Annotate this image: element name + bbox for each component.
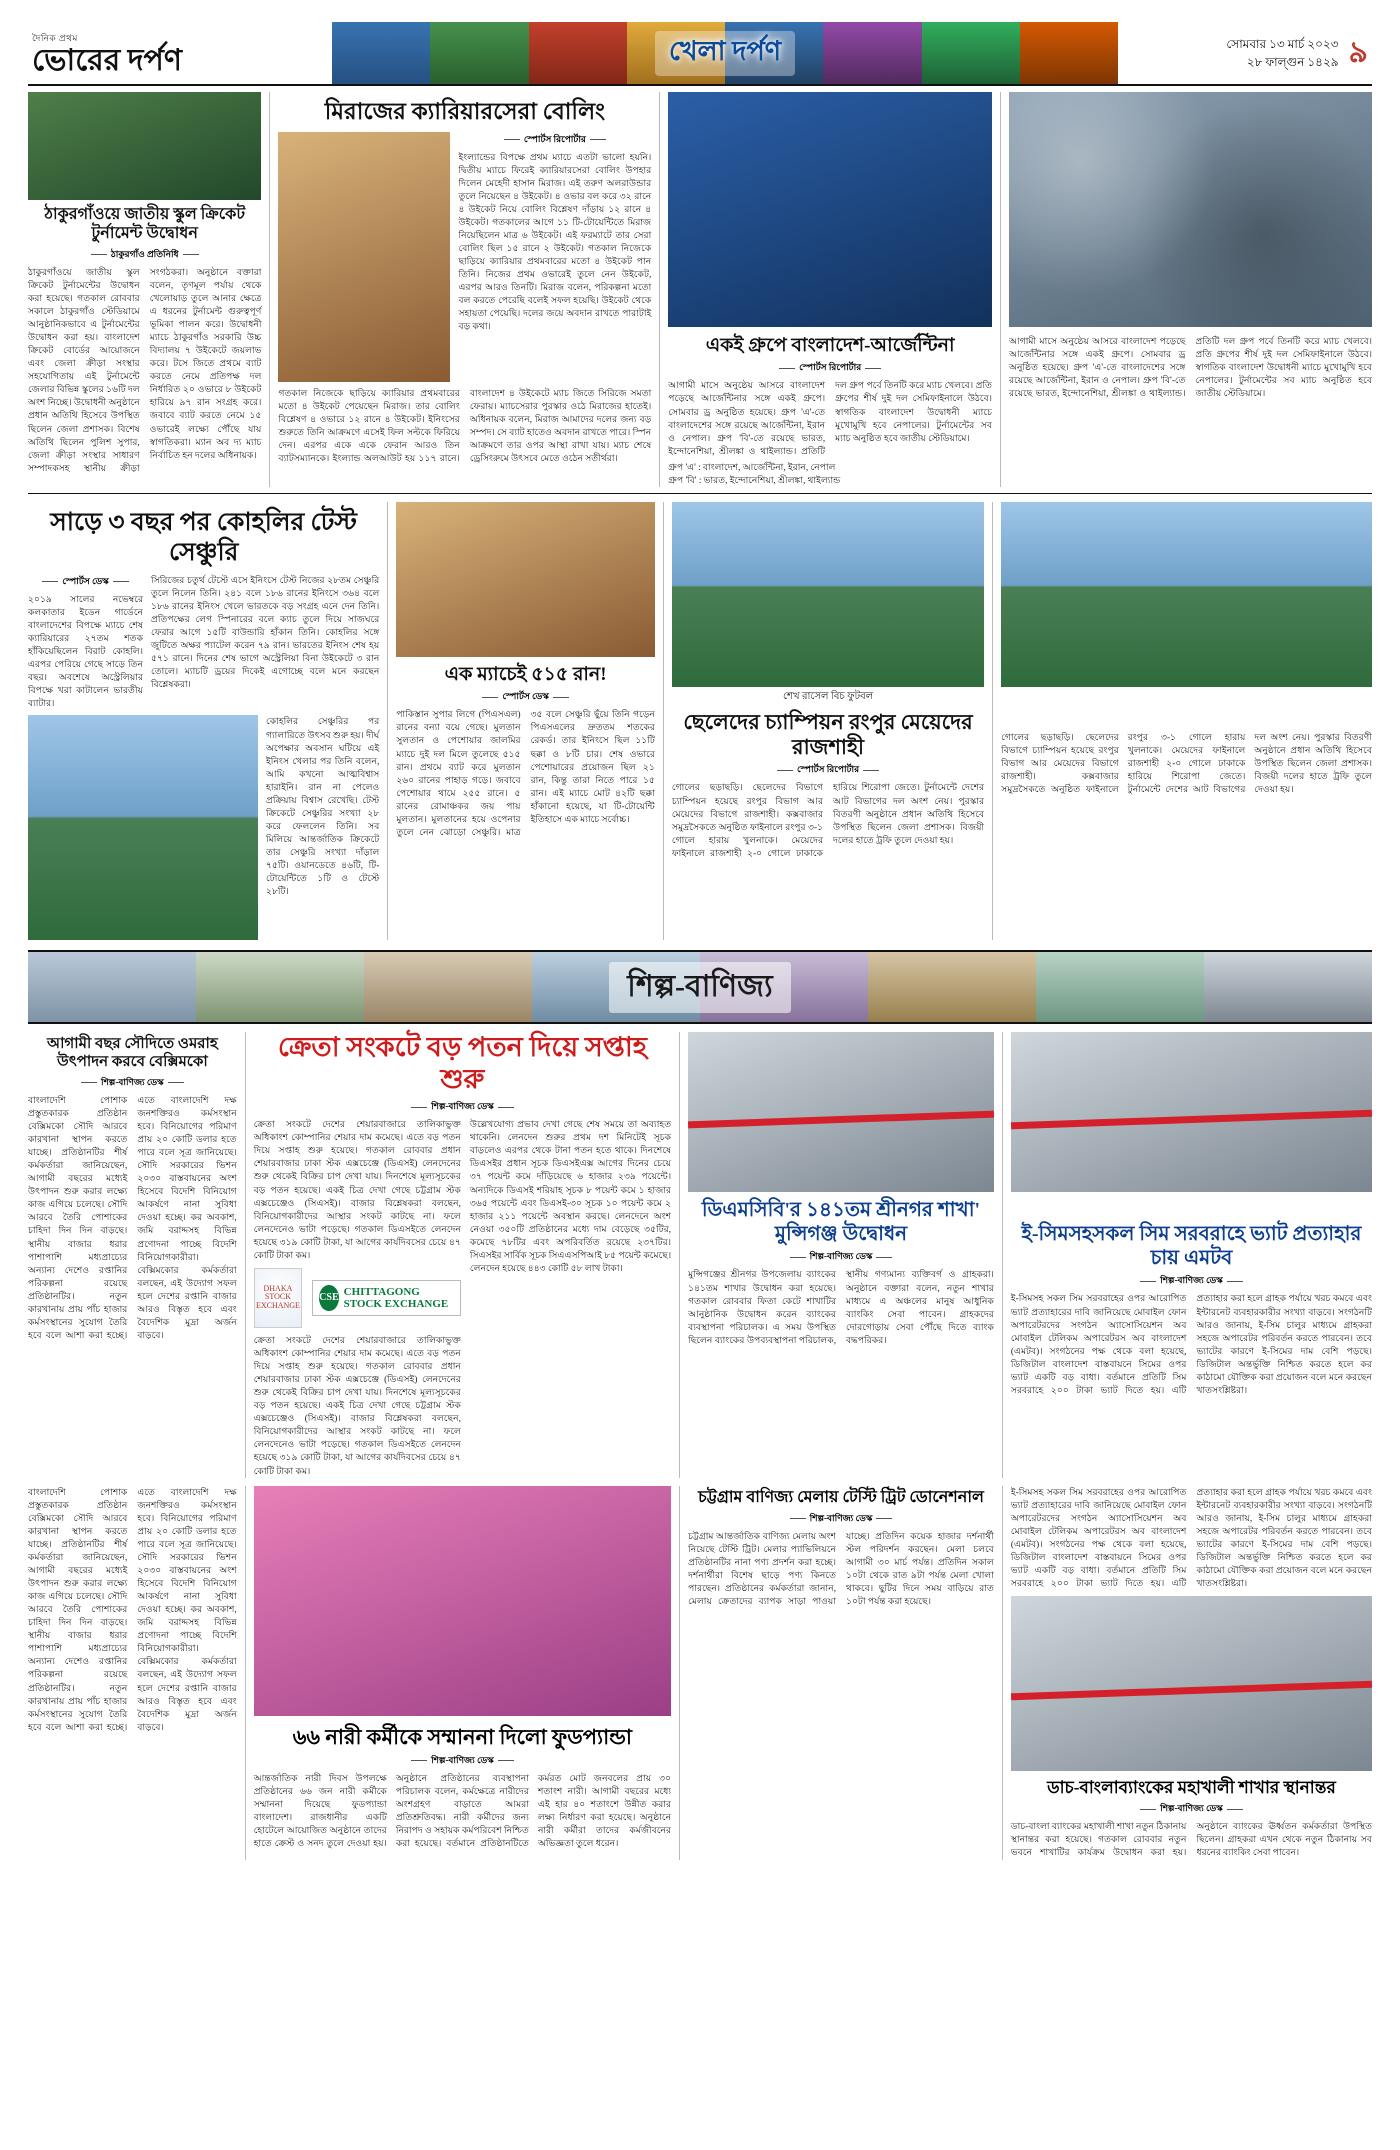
masthead-date-block [1118, 22, 1372, 84]
thakurgaon-photo [28, 92, 261, 200]
kohli-body-right: কোহলির সেঞ্চুরির পর গ্যালারিতে উৎসব শুরু হয়। দীর্ঘ অপেক্ষার অবসান ঘটিয়ে এই ইনিংস খেলার পর তিনি বলেন, আমি কখনো আত্মবিশ্বাস হারাইনি। রান না পেলেও প্রক্রিয়ায় বিশ্বাস রেখেছি। টেস্ট ক্রিকেটে সেঞ্চুরির সংখ্যা ২৮ করে ফেললেন তিনি। সব মিলিয়ে আন্তর্জাতিক ক্রিকেটে তার সেঞ্চুরি সংখ্যা দাঁড়াল ৭৫টি। ওয়ানডেতে ৪৬টি, টি-টোয়েন্টিতে ১টি ও টেস্টে ২৮টি। [266, 716, 380, 897]
ctg-fair-body: চট্টগ্রাম আন্তর্জাতিক বাণিজ্য মেলায় অংশ নিয়েছে টেস্টি ট্রিট। মেলার প্যাভিলিয়নে প্রতিষ্ঠানটির নানা পণ্য প্রদর্শন করা হচ্ছে। দর্শনার্থীরা বিশেষ ছাড়ে পণ্য কিনতে পারছেন। প্রতিষ্ঠানের কর্মকর্তারা জানান, মেলায় ক্রেতাদের ব্যাপক সাড়া পাওয়া যাচ্ছে। প্রতিদিন কয়েক হাজার দর্শনার্থী স্টল পরিদর্শন করছেন। মেলা চলবে আগামী ৩০ মার্চ পর্যন্ত। প্রতিদিন সকাল ১০টা থেকে রাত ৯টা পর্যন্ত মেলা খোলা থাকবে। ছুটির দিনে সময় বাড়িয়ে রাত ১০টা পর্যন্ত করা হয়েছে। [688, 1530, 994, 1606]
miraz-body-right: ইংল্যান্ডের বিপক্ষে প্রথম ম্যাচে এতটা ভালো হয়নি। দ্বিতীয় ম্যাচে ফিরেই ক্যারিয়ারসেরা বোলিং উপহার দিলেন মেহেদী হাসান মিরাজ। এই তরুণ অলরাউন্ডার তুলে নিয়েছেন ৪ উইকেট। ৪ ওভার বল করে ৩২ রানে ৪ উইকেট নিয়ে বোলিং বিশ্লেষণ দাঁড়ায় ১২ রানে ৪ উইকেট। গতকালের আগে ১১ টি-টোয়েন্টিতে মিরাজ নিয়েছিলেন মাত্র ৬ উইকেট। এই ফরম্যাটে তার সেরা বোলিং ছিল ১৫ রানে ২ উইকেট। গতকাল নিজেকে ছাড়িয়ে ক্যারিয়ার প্রথমবারের মতো ৪ উইকেট পান তিনি। নিজের প্রথম ওভারেই তুলে নেন উইকেট, এরপর আরও তিনটি। মিরাজ বলেন, পরিকল্পনা মতো বল করতে পেরেছি বলেই সফল হয়েছি। উইকেট থেকে সহায়তা পেয়েছি। দলের জয়ে অবদান রাখতে পারাটাই বড় কথা। [458, 151, 652, 332]
kohli-byline: স্পোর্টস ডেস্ক [28, 574, 143, 589]
dbbl-mohakhali-photo [1011, 1596, 1372, 1771]
kohli-photo [28, 715, 258, 940]
beach-football-extra-column [992, 502, 1372, 941]
bangabandhu-cup-photo [668, 92, 992, 327]
dbbl-mohakhali-headline: ডাচ-বাংলাব্যাংকের মহাখালী শাখার স্থানান্তর [1047, 1778, 1336, 1798]
saudi-byline: শিল্প-বাণিজ্য ডেস্ক [28, 1075, 237, 1090]
beach-football-byline: স্পোর্টস রিপোর্টার [672, 762, 984, 777]
market-body-1b: ক্রেতা সংকটে দেশের শেয়ারবাজারে তালিকাভুক্ত অধিকাংশ কোম্পানির শেয়ার দাম কমেছে। এতে বড় পতন দিয়ে সপ্তাহ শুরু হয়েছে। গতকাল রোববার প্রধান শেয়ারবাজার ঢাকা স্টক এক্সচেঞ্জে (ডিএসই) লেনদেনের শুরু থেকেই বিক্রির চাপ দেখা যায়। দিনশেষে মূল্যসূচকের বড় পতন হয়েছে। একই চিত্র দেখা গেছে চট্টগ্রাম স্টক এক্সচেঞ্জেও (সিএসই)। বাজার বিশ্লেষকরা বলছেন, বিনিয়োগকারীদের আস্থার সংকট কাটছে না। ফলে লেনদেনেও ভাটা পড়েছে। গতকাল ডিএসইতে লেনদেন হয়েছে ৩১৯ কোটি টাকা, যা আগের কার্যদিবসের চেয়ে ৪৭ কোটি টাকা কম। [253, 1334, 461, 1476]
foodpanda-headline: ৬৬ নারী কর্মীকে সম্মাননা দিলো ফুডপ্যান্ডা [292, 1724, 633, 1749]
cse-logo [312, 1280, 461, 1316]
miraz-byline: স্পোর্টস রিপোর্টার [458, 132, 651, 147]
thakurgaon-body: ঠাকুরগাঁওয়ে জাতীয় স্কুল ক্রিকেট টুর্নামেন্টের উদ্বোধন করা হয়েছে। গতকাল রোববার সকালে ঠাকুরগাঁও স্টেডিয়ামে আনুষ্ঠানিকভাবে এ টুর্নামেন্টের উদ্বোধন করা হয়। বাংলাদেশ ক্রিকেট বোর্ডের আয়োজনে এবং জেলা ক্রীড়া সংস্থার সহযোগিতায় এই টুর্নামেন্টে জেলার বিভিন্ন স্কুলের ১৬টি দল অংশ নিচ্ছে। উদ্বোধনী অনুষ্ঠানে প্রধান অতিথি হিসেবে উপস্থিত ছিলেন জেলা প্রশাসক। বিশেষ অতিথি ছিলেন পুলিশ সুপার, জেলা ক্রীড়া সংস্থার সাধারণ সম্পাদকসহ স্থানীয় ক্রীড়া সংগঠকরা। অনুষ্ঠানে বক্তারা বলেন, তৃণমূল পর্যায় থেকে খেলোয়াড় তুলে আনার ক্ষেত্রে এ ধরনের টুর্নামেন্ট গুরুত্বপূর্ণ ভূমিকা পালন করে। উদ্বোধনী ম্যাচে ঠাকুরগাঁও সরকারি উচ্চ বিদ্যালয় ৭ উইকেটে জয়লাভ করে। টসে জিতে প্রথমে ব্যাট করতে নেমে প্রতিপক্ষ দল নির্ধারিত ২০ ওভারে ৮ উইকেট হারিয়ে ৯৭ রান সংগ্রহ করে। জবাবে ব্যাট করতে নেমে ১৫ ওভারেই লক্ষ্যে পৌঁছে যায় স্বাগতিকরা। ম্যান অব দ্য ম্যাচ নির্বাচিত হন দলের অধিনায়ক। [28, 266, 262, 473]
top-photo-caption-text: আগামী মাসে অনুষ্ঠেয় আসরে বাংলাদেশ পড়েছে আর্জেন্টিনার সঙ্গে একই গ্রুপে। সোমবার ড্র অনুষ্ঠিত হয়েছে। গ্রুপ 'এ'-তে বাংলাদেশের সঙ্গে রয়েছে আর্জেন্টিনা, ইরান ও নেপাল। গ্রুপ 'বি'-তে রয়েছে ভারত, ইন্দোনেশিয়া, শ্রীলঙ্কা ও থাইল্যান্ড। প্রতিটি দল গ্রুপ পর্বে তিনটি করে ম্যাচ খেলবে। প্রতি গ্রুপের শীর্ষ দুই দল সেমিফাইনালে উঠবে। স্বাগতিক বাংলাদেশ উদ্বোধনী ম্যাচে মুখোমুখি হবে নেপালের। টুর্নামেন্টের সব ম্যাচ অনুষ্ঠিত হবে জাতীয় স্টেডিয়ামে। [1009, 336, 1372, 399]
market-body-1: ক্রেতা সংকটে দেশের শেয়ারবাজারে তালিকাভুক্ত অধিকাংশ কোম্পানির শেয়ার দাম কমেছে। এতে বড় পতন দিয়ে সপ্তাহ শুরু হয়েছে। গতকাল রোববার প্রধান শেয়ারবাজার ঢাকা স্টক এক্সচেঞ্জে (ডিএসই) লেনদেনের শুরু থেকেই বিক্রির চাপ দেখা যায়। দিনশেষে মূল্যসূচকের বড় পতন হয়েছে। একই চিত্র দেখা গেছে চট্টগ্রাম স্টক এক্সচেঞ্জেও (সিএসই)। বাজার বিশ্লেষকরা বলছেন, বিনিয়োগকারীদের আস্থার সংকট কাটছে না। ফলে লেনদেনেও ভাটা পড়েছে। গতকাল ডিএসইতে লেনদেন হয়েছে ৩১৯ কোটি টাকা, যা আগের কার্যদিবসের চেয়ে ৪৭ কোটি টাকা কম। [253, 1119, 461, 1260]
group-a-label: গ্রুপ 'এ' : বাংলাদেশ, আর্জেন্টিনা, ইরান, নেপাল [668, 461, 836, 472]
dbbl-branch-body: মুন্সিগঞ্জের শ্রীনগর উপজেলায় ব্যাংকের ১৪১তম শাখার উদ্বোধন করা হয়েছে। গতকাল রোববার ফিতা কেটে শাখাটির আনুষ্ঠানিক উদ্বোধন করেন ব্যাংকের ব্যবস্থাপনা পরিচালক। এ সময় উপস্থিত ছিলেন ব্যাংকের উপব্যবস্থাপনা পরিচালক, স্থানীয় গণ্যমান্য ব্যক্তিবর্গ ও গ্রাহকরা। অনুষ্ঠানে বক্তারা বলেন, নতুন শাখার মাধ্যমে এ অঞ্চলের মানুষ আধুনিক ব্যাংকিং সেবা পাবেন। গ্রাহকদের দোরগোড়ায় সেবা পৌঁছে দিতে ব্যাংক বদ্ধপরিকর। [688, 1269, 994, 1345]
dbbl-branch-headline: ডিএমসিবি'র ১৪১তম শ্রীনগর শাখা' মুন্সিগঞ্জ উদ্বোধন [701, 1199, 981, 1246]
date-gregorian: সোমবার ১৩ মার্চ ২০২৩ [1226, 37, 1339, 51]
article-dbbl-branch-photo [679, 1032, 1002, 1477]
exchange-logos [254, 1268, 461, 1328]
saudi-headline: আগামী বছর সৌদিতে ওমরাহ উৎপাদন করবে বেক্সিমকো [46, 1036, 218, 1071]
date-bangla: ২৮ ফাল্গুন ১৪২৯ [1246, 55, 1339, 69]
beach-football-headline: ছেলেদের চ্যাম্পিয়ন রংপুর মেয়েদের রাজশাহী [683, 709, 973, 759]
beach-football-body-cont: গোলের ছড়াছড়ি। ছেলেদের বিভাগে চ্যাম্পিয়ন হয়েছে রংপুর বিভাগ আর মেয়েদের বিভাগে রাজশাহী। কক্সবাজার সমুদ্রসৈকতে অনুষ্ঠিত ফাইনালে রংপুর ৩-১ গোলে হারায় খুলনাকে। মেয়েদের ফাইনালে রাজশাহী ২-০ গোলে ঢাকাকে হারিয়ে শিরোপা জেতে। টুর্নামেন্টে দেশের আট বিভাগের দল অংশ নেয়। পুরস্কার বিতরণী অনুষ্ঠানে প্রধান অতিথি হিসেবে উপস্থিত ছিলেন জেলা প্রশাসক। বিজয়ী দলের হাতে ট্রফি তুলে দেওয়া হয়। [1001, 731, 1372, 795]
market-byline: শিল্প-বাণিজ্য ডেস্ক [254, 1099, 671, 1114]
masthead-kicker: দৈনিক প্রথম [32, 32, 78, 43]
beach-football-photo [672, 502, 984, 687]
ctg-fair-byline: শিল্প-বাণিজ্য ডেস্ক [688, 1511, 994, 1526]
bottom-section [28, 1486, 1372, 1860]
thakurgaon-headline: ঠাকুরগাঁওয়ে জাতীয় স্কুল ক্রিকেট টুর্নামেন্ট উদ্বোধন [44, 206, 246, 242]
newspaper-logo: ভোরের দর্পণ [32, 43, 183, 77]
esim-body: ই-সিমসহ সকল সিম সরবরাহের ওপর আরোপিত ভ্যাট প্রত্যাহারের দাবি জানিয়েছে মোবাইল ফোন অপারেটরদের সংগঠন অ্যাসোসিয়েশন অব মোবাইল টেলিকম অপারেটরস অব বাংলাদেশ (এমটব)। সংগঠনের পক্ষ থেকে বলা হয়েছে, ডিজিটাল বাংলাদেশ বাস্তবায়নে সিমের ওপর ভ্যাট একটি বড় বাধা। বর্তমানে প্রতিটি সিম সরবরাহে ২০০ টাকা ভ্যাট দিতে হয়। এটি প্রত্যাহার করা হলে গ্রাহক পর্যায়ে খরচ কমবে এবং ইন্টারনেট ব্যবহারকারীর সংখ্যা বাড়বে। সংগঠনটি আরও জানায়, ই-সিম চালুর মাধ্যমে গ্রাহকরা সহজে অপারেটর পরিবর্তন করতে পারবেন। তবে ভ্যাটের কারণে ই-সিমের দাম বেশি পড়ছে। ডিজিটাল অন্তর্ভুক্তি নিশ্চিত করতে হলে কর কাঠামো যৌক্তিক করা প্রয়োজন বলে মনে করছেন খাতসংশ্লিষ্টরা। [1010, 1293, 1372, 1395]
section-banner [332, 22, 1118, 84]
market-body-2: উল্লেখযোগ্য প্রভাব দেখা গেছে শেষ সময়ে তা অব্যাহত থাকেনি। লেনদেন শুরুর প্রথম দশ মিনিটেই সূচক বাড়লেও এরপর থেকে টানা পতন হতে থাকে। দিনশেষে ডিএসইর প্রধান সূচক ডিএসইএক্স আগের দিনের চেয়ে ৩৭ পয়েন্ট কমে দাঁড়িয়েছে ৬ হাজার ২৩৯ পয়েন্টে। অন্যদিকে ডিএসই শরিয়াহ সূচক ৮ পয়েন্ট কমে ১ হাজার ৩৬৫ পয়েন্টে এবং ডিএসই-৩০ সূচক ১০ পয়েন্ট কমে ২ হাজার ২১১ পয়েন্টে অবস্থান করছে। লেনদেনে অংশ নেওয়া ৩৫০টি প্রতিষ্ঠানের মধ্যে দাম বেড়েছে ৩৫টির, কমেছে ৭৮টির এবং অপরিবর্তিত রয়েছে ২৩৭টির। সিএসইর সার্বিক সূচক সিএএসপিআই ৮৫ পয়েন্ট কমেছে। লেনদেন হয়েছে ৪৪৩ কোটি ৫৮ লাখ টাকা। [469, 1119, 672, 1273]
foodpanda-photo [254, 1486, 671, 1716]
kohli-body-left: ২০১৯ সালের নভেম্বরে কলকাতার ইডেন গার্ডেনে বাংলাদেশের বিপক্ষে ম্যাচে শেষ ক্যারিয়ারের ২৭তম শতক হাঁকিয়েছিলেন বিরাট কোহলি। এরপর পেরিয়ে গেছে সাড়ে তিন বছর। অবশেষে অস্ট্রেলিয়ার বিপক্ষে খরা কাটালেন ভারতীয় ব্যাটার। [28, 593, 143, 709]
kohli-headline: সাড়ে ৩ বছর পর কোহলির টেস্ট সেঞ্চুরি [50, 508, 358, 566]
beach-football-caption: শেখ রাসেল বিচ ফুটবল [782, 690, 874, 702]
foodpanda-byline: শিল্প-বাণিজ্য ডেস্ক [254, 1753, 671, 1768]
dbbl-branch-byline: শিল্প-বাণিজ্য ডেস্ক [688, 1249, 994, 1264]
article-saudi [28, 1032, 245, 1477]
psl-photo [396, 502, 655, 657]
bangabandhu-cup-headline: একই গ্রুপে বাংলাদেশ-আর্জেন্টিনা [705, 335, 955, 356]
miraz-headline: মিরাজের ক্যারিয়ারসেরা বোলিং [324, 99, 606, 124]
section-title: খেলা দর্পণ [655, 31, 795, 76]
top-photo-column [1000, 92, 1372, 487]
ctg-fair-headline: চট্টগ্রাম বাণিজ্য মেলায় টেস্টি ট্রিট ডোনেশনাল [698, 1488, 984, 1506]
esim-byline: শিল্প-বাণিজ্য ডেস্ক [1011, 1273, 1372, 1288]
cse-logo-label: CHITTAGONG STOCK EXCHANGE [343, 1285, 449, 1310]
industry-banner [28, 950, 1372, 1024]
beach-football-body: গোলের ছড়াছড়ি। ছেলেদের বিভাগে চ্যাম্পিয়ন হয়েছে রংপুর বিভাগ আর মেয়েদের বিভাগে রাজশাহী। কক্সবাজার সমুদ্রসৈকতে অনুষ্ঠিত ফাইনালে রংপুর ৩-১ গোলে হারায় খুলনাকে। মেয়েদের ফাইনালে রাজশাহী ২-০ গোলে ঢাকাকে হারিয়ে শিরোপা জেতে। টুর্নামেন্টে দেশের আট বিভাগের দল অংশ নেয়। পুরস্কার বিতরণী অনুষ্ঠানে প্রধান অতিথি হিসেবে উপস্থিত ছিলেন জেলা প্রশাসক। বিজয়ী দলের হাতে ট্রফি তুলে দেওয়া হয়। [671, 782, 985, 858]
mid-section [28, 502, 1372, 941]
cse-mark-icon: CSE [319, 1285, 338, 1311]
miraz-photo [278, 132, 450, 382]
article-miraz [269, 92, 659, 487]
dbbl-mohakhali-byline: শিল্প-বাণিজ্য ডেস্ক [1011, 1801, 1372, 1816]
article-market [245, 1032, 679, 1477]
business-section [28, 1032, 1372, 1477]
dbbl-mohakhali-body: ডাচ-বাংলা ব্যাংকের মহাখালী শাখা নতুন ঠিকানায় স্থানান্তর করা হয়েছে। গতকাল রোববার নতুন ভবনে শাখাটির কার্যক্রম উদ্বোধন করা হয়। অনুষ্ঠানে ব্যাংকের ঊর্ধ্বতন কর্মকর্তারা উপস্থিত ছিলেন। গ্রাহকরা এখন থেকে নতুন ঠিকানায় সব ধরনের ব্যাংকিং সেবা পাবেন। [1010, 1821, 1372, 1858]
saudi-body: বাংলাদেশি পোশাক প্রস্তুতকারক প্রতিষ্ঠান বেক্সিমকো সৌদি আরবে কারখানা স্থাপন করতে যাচ্ছে। প্রতিষ্ঠানটির শীর্ষ কর্মকর্তারা জানিয়েছেন, আগামী বছরের মধ্যেই উৎপাদন শুরু করার লক্ষ্যে কাজ এগিয়ে চলেছে। সৌদি আরবে তৈরি পোশাকের চাহিদা দিন দিন বাড়ছে। স্থানীয় বাজার ধরার পাশাপাশি মধ্যপ্রাচ্যের অন্যান্য দেশেও রপ্তানির পরিকল্পনা রয়েছে প্রতিষ্ঠানটির। নতুন কারখানায় প্রায় পাঁচ হাজার কর্মসংস্থানের সুযোগ তৈরি হবে বলে আশা করা হচ্ছে। এতে বাংলাদেশি দক্ষ জনশক্তিরও কর্মসংস্থান হবে। বিনিয়োগের পরিমাণ প্রায় ২০ কোটি ডলার হতে পারে বলে সূত্র জানিয়েছে। সৌদি সরকারের ভিশন ২০৩০ বাস্তবায়নের অংশ হিসেবে বিদেশি বিনিয়োগ আকর্ষণে নানা সুবিধা দেওয়া হচ্ছে। কর অবকাশ, জমি বরাদ্দসহ বিভিন্ন প্রণোদনা পাচ্ছে বিদেশি বিনিয়োগকারীরা। বেক্সিমকোর কর্মকর্তারা বলছেন, এই উদ্যোগ সফল হলে দেশের রপ্তানি বাজার আরও বিস্তৃত হবে এবং বৈদেশিক মুদ্রা অর্জন বাড়বে। [28, 1094, 237, 1340]
match515-headline: এক ম্যাচেই ৫১৫ রান! [444, 663, 607, 685]
saudi-continued [28, 1486, 245, 1860]
article-esim [1002, 1032, 1372, 1477]
masthead [28, 22, 1372, 86]
beach-football-photo-2 [1001, 502, 1372, 687]
page-number: ৯ [1348, 35, 1368, 69]
match515-body: পাকিস্তান সুপার লিগে (পিএসএল) রানের বন্যা বয়ে গেছে। মুলতান সুলতান ও পেশোয়ার জালমির ম্যাচে দুই দল মিলে তুলেছে ৫১৫ রান। প্রথমে ব্যাট করে মুলতান ২৬০ রানের পাহাড় গড়ে। জবাবে পেশোয়ার থামে ২৫৫ রানে। ৫ রানের রোমাঞ্চকর জয় পায় মুলতান। মুলতানের হয়ে ওপেনার তুলে নেন ঝোড়ো সেঞ্চুরি। মাত্র ৩৫ বলে সেঞ্চুরি ছুঁয়ে তিনি গড়েন পিএসএলের দ্রুততম শতকের রেকর্ড। তার ইনিংসে ছিল ১১টি ছক্কা ও ৮টি চার। শেষ ওভারে পেশোয়ারের প্রয়োজন ছিল ২১ রান, কিন্তু তারা নিতে পারে ১৫ রান। এই ম্যাচে মোট ৪২টি ছক্কা হাঁকানো হয়েছে, যা টি-টোয়েন্টি ইতিহাসে এক ম্যাচে সর্বোচ্চ। [396, 709, 655, 837]
miraz-body-cont: গতকাল নিজেকে ছাড়িয়ে ক্যারিয়ার প্রথমবারের মতো ৪ উইকেট পেয়েছেন মিরাজ। তার বোলিং বিশ্লেষণ ৪ ওভারে ১২ রানে ৪ উইকেট। ইনিংসের শুরুতে তিনি আক্রমণে এসেই ফিল সল্টকে ফিরিয়ে দেন। এরপর একে একে ফেরান আরও তিন ব্যাটসম্যানকে। ইংল্যান্ড অলআউট হয় ১১৭ রানে। বাংলাদেশ ৪ উইকেটে ম্যাচ জিতে সিরিজে সমতা ফেরায়। ম্যাচসেরার পুরস্কার ওঠে মিরাজের হাতেই। অধিনায়ক বলেন, মিরাজ আমাদের দলের জন্য বড় সম্পদ। সে ব্যাট হাতেও অবদান রাখতে পারে। স্পিন আক্রমণে তার ওপর আস্থা রাখা যায়। ম্যাচ শেষে ড্রেসিংরুমে উৎসবে মেতে ওঠেন সতীর্থরা। [278, 387, 652, 463]
dse-logo: DHAKA STOCK EXCHANGE [254, 1268, 302, 1328]
dbbl-branch-photo [688, 1032, 994, 1192]
foodpanda-body: আন্তর্জাতিক নারী দিবস উপলক্ষে প্রতিষ্ঠানের ৬৬ জন নারী কর্মীকে সম্মাননা দিয়েছে ফুডপ্যান্ডা বাংলাদেশ। রাজধানীর একটি হোটেলে আয়োজিত অনুষ্ঠানে তাদের হাতে ক্রেস্ট ও সনদ তুলে দেওয়া হয়। অনুষ্ঠানে প্রতিষ্ঠানের ব্যবস্থাপনা পরিচালক বলেন, কর্মক্ষেত্রে নারীদের অংশগ্রহণ বাড়াতে আমরা প্রতিশ্রুতিবদ্ধ। নারী কর্মীদের জন্য নিরাপদ ও সহায়ক কর্মপরিবেশ নিশ্চিত করা হয়েছে। বর্তমানে প্রতিষ্ঠানটিতে কর্মরত মোট জনবলের প্রায় ৩০ শতাংশ নারী। আগামী বছরের মধ্যে এই হার ৪০ শতাংশে উন্নীত করার লক্ষ্য নির্ধারণ করা হয়েছে। অনুষ্ঠানে নারী কর্মীরা তাদের কর্মজীবনের অভিজ্ঞতা তুলে ধরেন। [253, 1772, 672, 1849]
article-bangabandhu-cup [659, 92, 1000, 487]
match515-byline: স্পোর্টস ডেস্ক [396, 689, 655, 704]
saudi-body-cont: বাংলাদেশি পোশাক প্রস্তুতকারক প্রতিষ্ঠান বেক্সিমকো সৌদি আরবে কারখানা স্থাপন করতে যাচ্ছে। প্রতিষ্ঠানটির শীর্ষ কর্মকর্তারা জানিয়েছেন, আগামী বছরের মধ্যেই উৎপাদন শুরু করার লক্ষ্যে কাজ এগিয়ে চলেছে। সৌদি আরবে তৈরি পোশাকের চাহিদা দিন দিন বাড়ছে। স্থানীয় বাজার ধরার পাশাপাশি মধ্যপ্রাচ্যের অন্যান্য দেশেও রপ্তানির পরিকল্পনা রয়েছে প্রতিষ্ঠানটির। নতুন কারখানায় প্রায় পাঁচ হাজার কর্মসংস্থানের সুযোগ তৈরি হবে বলে আশা করা হচ্ছে। এতে বাংলাদেশি দক্ষ জনশক্তিরও কর্মসংস্থান হবে। বিনিয়োগের পরিমাণ প্রায় ২০ কোটি ডলার হতে পারে বলে সূত্র জানিয়েছে। সৌদি সরকারের ভিশন ২০৩০ বাস্তবায়নের অংশ হিসেবে বিদেশি বিনিয়োগ আকর্ষণে নানা সুবিধা দেওয়া হচ্ছে। কর অবকাশ, জমি বরাদ্দসহ বিভিন্ন প্রণোদনা পাচ্ছে বিদেশি বিনিয়োগকারীরা। বেক্সিমকোর কর্মকর্তারা বলছেন, এই উদ্যোগ সফল হলে দেশের রপ্তানি বাজার আরও বিস্তৃত হবে এবং বৈদেশিক মুদ্রা অর্জন বাড়বে। [28, 1486, 237, 1732]
group-b-label: গ্রুপ 'বি' : ভারত, ইন্দোনেশিয়া, শ্রীলঙ্কা, থাইল্যান্ড [668, 474, 841, 485]
bangabandhu-cup-byline: স্পোর্টস রিপোর্টার [668, 360, 992, 375]
article-kohli [28, 502, 387, 941]
kohli-body-mid: সিরিজের চতুর্থ টেস্টে এসে ইনিংসে টেস্ট নিজের ২৮তম সেঞ্চুরি তুলে নিলেন তিনি। ২৪১ বলে ১৮৬ রানের ইনিংসে ৩৬৪ বলে ১৮৬ রানের ইনিংস খেলে ভারতকে বড় সংগ্রহ এনে দেন তিনি। প্রতিপক্ষের লেগ স্পিনারের বলে ক্যাচ তুলে দিয়ে সাজঘরে ফেরার আগে ১৫টি বাউন্ডারি হাঁকান তিনি। কোহলির সঙ্গে জুটিতে অক্ষর প্যাটেল করেন ৭৯ রান। ভারতের ইনিংস শেষ হয় ৫৭১ রানে। দিনের শেষ ভাগে অস্ট্রেলিয়া বিনা উইকেটে ৩ রান তোলে। ম্যাচটি ড্রয়ের দিকেই এগোচ্ছে বলে মনে করছেন বিশ্লেষকরা। [151, 574, 380, 690]
inauguration-photo [1011, 1032, 1372, 1192]
team-photo [1009, 92, 1372, 327]
thakurgaon-byline: ঠাকুরগাঁও প্রতিনিধি [28, 247, 261, 262]
market-headline: ক্রেতা সংকটে বড় পতন দিয়ে সপ্তাহ শুরু [277, 1032, 647, 1095]
masthead-logo-block [28, 22, 332, 84]
article-thakurgaon [28, 92, 269, 487]
bangabandhu-cup-body: আগামী মাসে অনুষ্ঠেয় আসরে বাংলাদেশ পড়েছে আর্জেন্টিনার সঙ্গে একই গ্রুপে। সোমবার ড্র অনুষ্ঠিত হয়েছে। গ্রুপ 'এ'-তে বাংলাদেশের সঙ্গে রয়েছে আর্জেন্টিনা, ইরান ও নেপাল। গ্রুপ 'বি'-তে রয়েছে ভারত, ইন্দোনেশিয়া, শ্রীলঙ্কা ও থাইল্যান্ড। প্রতিটি দল গ্রুপ পর্বে তিনটি করে ম্যাচ খেলবে। প্রতি গ্রুপের শীর্ষ দুই দল সেমিফাইনালে উঠবে। স্বাগতিক বাংলাদেশ উদ্বোধনী ম্যাচে মুখোমুখি হবে নেপালের। টুর্নামেন্টের সব ম্যাচ অনুষ্ঠিত হবে জাতীয় স্টেডিয়ামে। [668, 380, 992, 456]
article-515-runs [387, 502, 663, 941]
esim-body-cont: ই-সিমসহ সকল সিম সরবরাহের ওপর আরোপিত ভ্যাট প্রত্যাহারের দাবি জানিয়েছে মোবাইল ফোন অপারেটরদের সংগঠন অ্যাসোসিয়েশন অব মোবাইল টেলিকম অপারেটরস অব বাংলাদেশ (এমটব)। সংগঠনের পক্ষ থেকে বলা হয়েছে, ডিজিটাল বাংলাদেশ বাস্তবায়নে সিমের ওপর ভ্যাট একটি বড় বাধা। বর্তমানে প্রতিটি সিম সরবরাহে ২০০ টাকা ভ্যাট দিতে হয়। এটি প্রত্যাহার করা হলে গ্রাহক পর্যায়ে খরচ কমবে এবং ইন্টারনেট ব্যবহারকারীর সংখ্যা বাড়বে। সংগঠনটি আরও জানায়, ই-সিম চালুর মাধ্যমে গ্রাহকরা সহজে অপারেটর পরিবর্তন করতে পারবেন। তবে ভ্যাটের কারণে ই-সিমের দাম বেশি পড়ছে। ডিজিটাল অন্তর্ভুক্তি নিশ্চিত করতে হলে কর কাঠামো যৌক্তিক করা প্রয়োজন বলে মনে করছেন খাতসংশ্লিষ্টরা। [1010, 1486, 1372, 1588]
article-foodpanda [245, 1486, 679, 1860]
esim-headline: ই-সিমসহসকল সিম সরবরাহে ভ্যাট প্রত্যাহার চায় এমটব [1021, 1223, 1362, 1270]
top-section [28, 92, 1372, 487]
industry-banner-title: শিল্প-বাণিজ্য [609, 962, 790, 1013]
article-beach-football-photo [663, 502, 992, 941]
article-dbbl-mohakhali [1002, 1486, 1372, 1860]
article-ctg-fair [679, 1486, 1002, 1860]
